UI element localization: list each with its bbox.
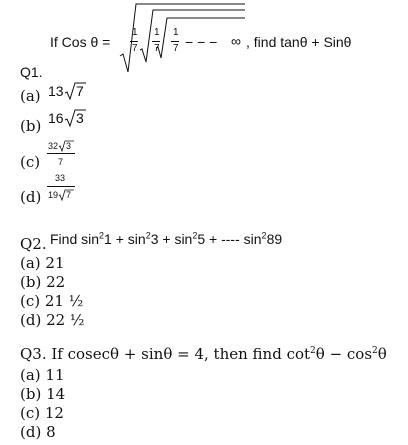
q3-option-b: (b) 14 — [20, 385, 66, 403]
q1-option-d-num: 33 — [55, 173, 66, 183]
q1-option-c-bar — [47, 153, 75, 154]
q1-option-a-coef: 13 — [48, 83, 64, 99]
q1-option-a-letter: (a) — [20, 87, 41, 105]
q1-dashes: − − − — [185, 34, 218, 50]
frac1-bar — [130, 41, 138, 42]
q2-option-b: (b) 22 — [20, 273, 66, 291]
q3-option-a: (a) 11 — [20, 366, 65, 384]
q2-text: Find $\sin^21 + \sin^23 + \sin^25$ + ---- $\sin^289$ — [50, 230, 283, 247]
q3-text: Q3. If cosecθ + sinθ = 4, then find $\cot^2\theta - \cos^2\theta$ — [20, 345, 387, 363]
frac2-bar — [152, 41, 160, 42]
q2-option-a: (a) 21 — [20, 254, 65, 272]
frac3-den: 7 — [173, 43, 179, 54]
q1-option-c-num-rad: 3 — [66, 141, 72, 151]
frac3-bar — [171, 41, 179, 42]
q1-option-b-letter: (b) — [20, 117, 42, 135]
q2-option-d: (d) 22 ½ — [20, 311, 85, 329]
q1-option-d-den-rad: 7 — [66, 190, 72, 200]
q1-infinity: ∞ — [231, 33, 241, 49]
q2-label: Q2. — [20, 235, 47, 253]
frac2-num: 1 — [154, 27, 160, 38]
q1-option-c-num-coef: 32 — [48, 141, 59, 151]
frac1-num: 1 — [132, 27, 138, 38]
q1-option-c-den: 7 — [58, 157, 64, 167]
q1-option-b-coef: 16 — [48, 110, 64, 126]
q1-label: Q1. — [20, 64, 43, 80]
q1-option-d-den-coef: 19 — [48, 190, 59, 200]
q1-option-c-letter: (c) — [20, 153, 41, 171]
q1-suffix: , find tanθ + Sinθ — [246, 34, 352, 50]
q1-option-a-rad: 7 — [76, 83, 84, 99]
q2-option-c: (c) 21 ½ — [20, 292, 84, 310]
q1-prefix: If Cos θ = — [50, 34, 111, 50]
q1-option-b-rad: 3 — [76, 110, 84, 126]
frac3-num: 1 — [173, 27, 179, 38]
q1-option-d-bar — [47, 186, 75, 187]
q3-option-d: (d) 8 — [20, 423, 56, 441]
q1-option-d-letter: (d) — [20, 188, 42, 206]
frac1-den: 7 — [132, 43, 138, 54]
q3-option-c: (c) 12 — [20, 404, 64, 422]
frac2-den: 7 — [154, 43, 160, 54]
